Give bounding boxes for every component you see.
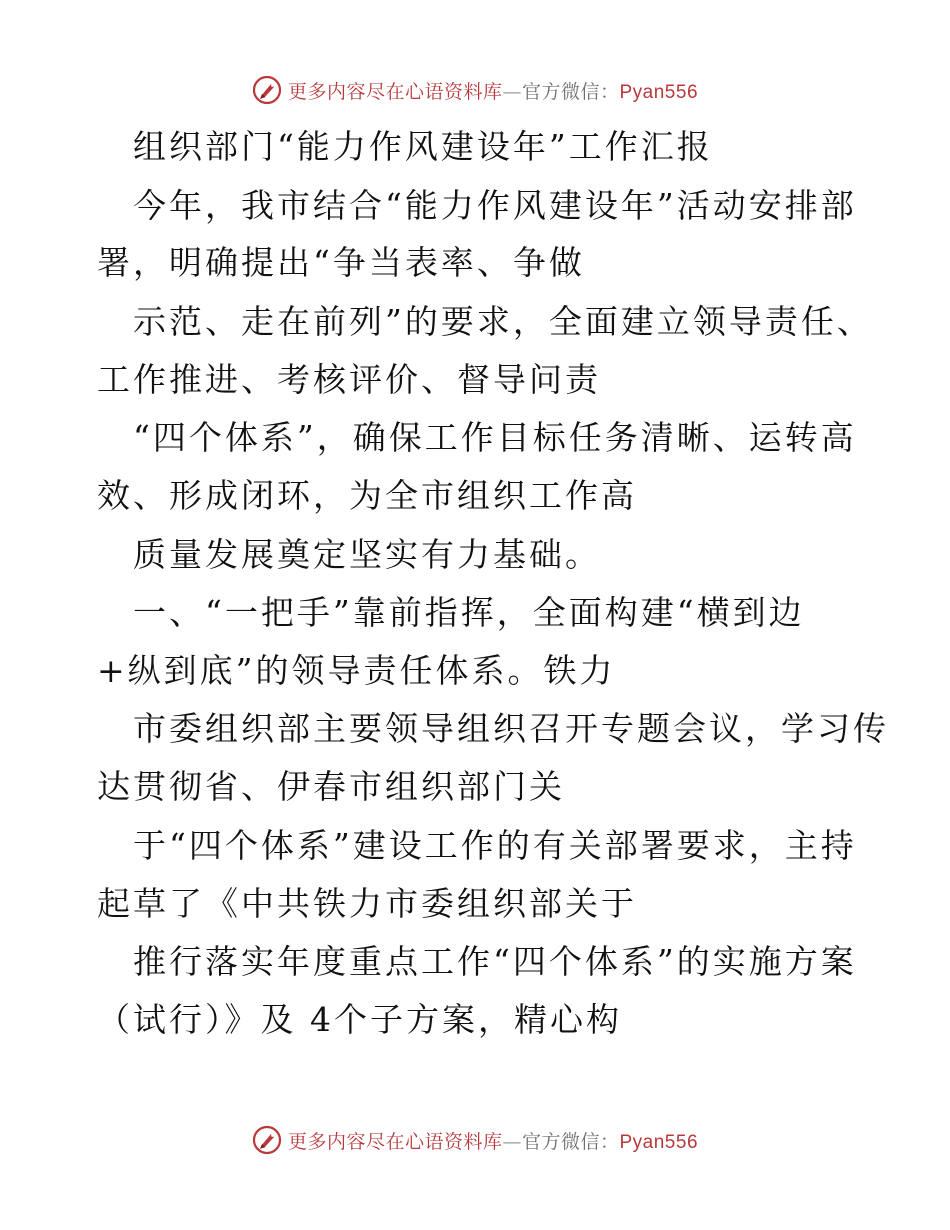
footer-watermark-banner: [0, 1120, 950, 1160]
paragraph-line: （试行）》及 4个子方案，精心构: [97, 1000, 622, 1039]
header-site-text: 更多内容尽在心语资料库: [287, 80, 503, 103]
section-heading-line: 一、“一把手”靠前指挥，全面构建“横到边: [133, 593, 805, 632]
paragraph-line: “四个体系”，确保工作目标任务清晰、运转高: [133, 418, 857, 457]
paragraph-line: 起草了《中共铁力市委组织部关于: [97, 884, 637, 923]
footer-site-text: 更多内容尽在心语资料库: [287, 1130, 503, 1153]
pen-nib-logo-icon: [252, 1125, 282, 1155]
pen-nib-logo-icon: [252, 75, 282, 105]
header-watermark-text: [288, 77, 698, 104]
paragraph-line: 推行落实年度重点工作“四个体系”的实施方案: [133, 942, 857, 981]
header-contact: Pyan556: [619, 81, 699, 103]
paragraph-line: 市委组织部主要领导组织召开专题会议，学习传: [133, 709, 889, 748]
header-dash: —: [502, 80, 522, 103]
header-official-text: 官方微信：: [521, 80, 620, 103]
footer-contact: Pyan556: [619, 1131, 699, 1153]
footer-official-text: 官方微信：: [521, 1130, 620, 1153]
paragraph-line: 达贯彻省、伊春市组织部门关: [97, 767, 565, 806]
footer-watermark-text: [288, 1127, 698, 1154]
document-title: 组织部门“能力作风建设年”工作汇报: [133, 127, 713, 166]
section-heading-line: +纵到底”的领导责任体系。铁力: [97, 651, 616, 690]
paragraph-line: 署，明确提出“争当表率、争做: [97, 243, 585, 282]
paragraph-line: 今年，我市结合“能力作风建设年”活动安排部: [133, 186, 857, 225]
paragraph-line: 示范、走在前列”的要求，全面建立领导责任、: [133, 302, 873, 341]
paragraph-line: 于“四个体系”建设工作的有关部署要求，主持: [133, 826, 857, 865]
paragraph-line: 工作推进、考核评价、督导问责: [97, 360, 601, 399]
header-watermark-banner: [0, 70, 950, 110]
paragraph-line: 质量发展奠定坚实有力基础。: [133, 535, 601, 574]
footer-dash: —: [502, 1130, 522, 1153]
paragraph-line: 效、形成闭环，为全市组织工作高: [97, 476, 637, 515]
